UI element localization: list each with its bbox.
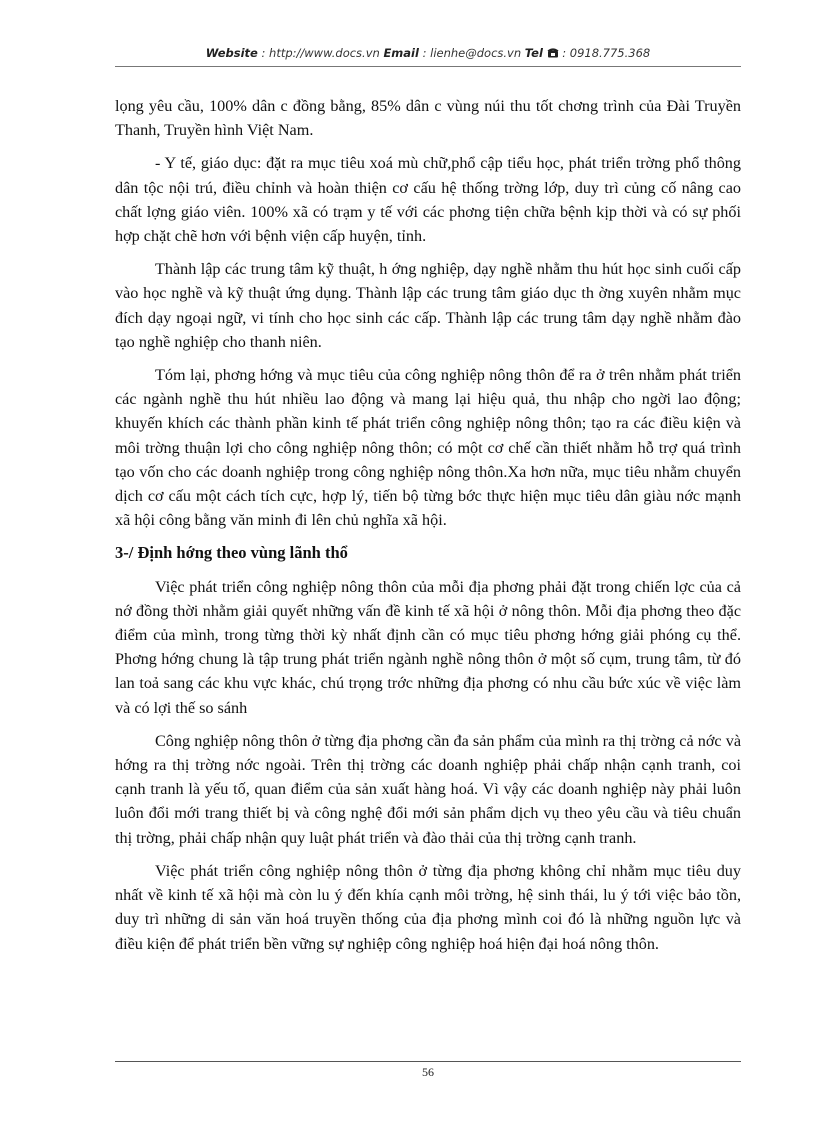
paragraph-environment: Việc phát triển công nghiệp nông thôn ở từng địa phơng không chỉ nhằm mục tiêu duy nhất về kinh tế xã hội mà còn lu ý đến khía cạnh môi trờng, hệ sinh thái, lu ý tới việc bảo tồn, duy trì những di sản văn hoá truyền thống của địa phơng mình coi đó là những nguồn lực và điều kiện để phát triển bền vững sự nghiệp công nghiệp hoá hiện đại hoá nông thôn. [115, 861, 741, 953]
document-body [115, 94, 741, 965]
phone-icon [547, 47, 559, 58]
email-value: : lienhe@docs.vn [418, 46, 525, 60]
tel-value: : 0918.775.368 [558, 46, 651, 60]
paragraph-continued: lọng yêu cầu, 100% dân c đồng bằng, 85% dân c vùng núi thu tốt chơng trình của Đài Truyền Thanh, Truyền hình Việt Nam. [115, 97, 741, 140]
website-value: : http://www.docs.vn [257, 46, 384, 60]
paragraph-market: Công nghiệp nông thôn ở từng địa phơng cần đa sản phẩm của mình ra thị trờng cả nớc và hớng ra thị trờng nớc ngoài. Trên thị trờng các doanh nghiệp phải chấp nhận cạnh tranh, coi cạnh tranh là yếu tố, quan điểm của sản xuất hàng hoá. Vì vậy các doanh nghiệp này phải luôn luôn đổi mới trang thiết bị và công nghệ đổi mới sản phẩm dịch vụ theo yêu cầu và tiêu chuẩn thị trờng, phải chấp nhận quy luật phát triển và đào thải của thị trờng cạnh tranh. [115, 731, 741, 847]
page-number: 56 [422, 1065, 434, 1079]
paragraph-regional-development: Việc phát triển công nghiệp nông thôn của mỗi địa phơng phải đặt trong chiến lợc của cả nớ đồng thời nhằm giải quyết những vấn đề kinh tế xã hội ở nông thôn. Mỗi địa phơng theo đặc điểm của mình, trong từng thời kỳ nhất định cần có mục tiêu phơng hớng giải phóng cụ thể. Phơng hớng chung là tập trung phát triển ngành nghề nông thôn ở một số cụm, trung tâm, từ đó lan toả sang các khu vực khác, chú trọng trớc những địa phơng có nhu cầu bức xúc về việc làm và có lợi thế so sánh [115, 577, 741, 717]
section-heading: 3-/ Định hớng theo vùng lãnh thổ [115, 543, 348, 563]
email-label: Email [383, 46, 419, 60]
header-divider [115, 66, 741, 67]
tel-label: Tel [524, 46, 543, 60]
paragraph-summary: Tóm lại, phơng hớng và mục tiêu của công nghiệp nông thôn để ra ở trên nhằm phát triển các ngành nghề thu hút nhiều lao động và mang lại hiệu quả, thu nhập cho ngời lao động; khuyến khích các thành phần kinh tế phát triển công nghiệp nông thôn; tạo ra các điều kiện và môi trờng thuận lợi cho công nghiệp nông thôn; có một cơ chế cần thiết nhằm hỗ trợ quá trình tạo vốn cho các doanh nghiệp trong công nghiệp nông thôn.Xa hơn nữa, mục tiêu nhằm chuyển dịch cơ cấu một cách tích cực, hợp lý, tiến bộ từng bớc thực hiện mục tiêu dân giàu nớc mạnh xã hội công bằng văn minh đi lên chủ nghĩa xã hội. [115, 366, 741, 530]
paragraph-healthcare-education: - Y tế, giáo dục: đặt ra mục tiêu xoá mù chữ,phổ cập tiểu học, phát triển trờng phổ thông dân tộc nội trú, điều chỉnh và hoàn thiện cơ cấu hệ thống trờng lớp, duy trì củng cố nâng cao chất lợng giáo viên. 100% xã có trạm y tế với các phơng tiện chữa bệnh kịp thời và có sự phối hợp chặt chẽ hơn với bệnh viện cấp huyện, tỉnh. [115, 154, 741, 246]
page-header [115, 46, 741, 60]
website-label: Website [205, 46, 258, 60]
paragraph-technical-centers: Thành lập các trung tâm kỹ thuật, h ớng nghiệp, dạy nghề nhằm thu hút học sinh cuối cấp vào học nghề và kỹ thuật ứng dụng. Thành lập các trung tâm giáo dục th ờng xuyên nhằm mục đích dạy ngoại ngữ, vi tính cho học sinh các cấp. Thành lập các trung tâm dạy nghề nhằm đào tạo nghề nghiệp cho thanh niên. [115, 260, 741, 351]
footer-divider [115, 1061, 741, 1062]
